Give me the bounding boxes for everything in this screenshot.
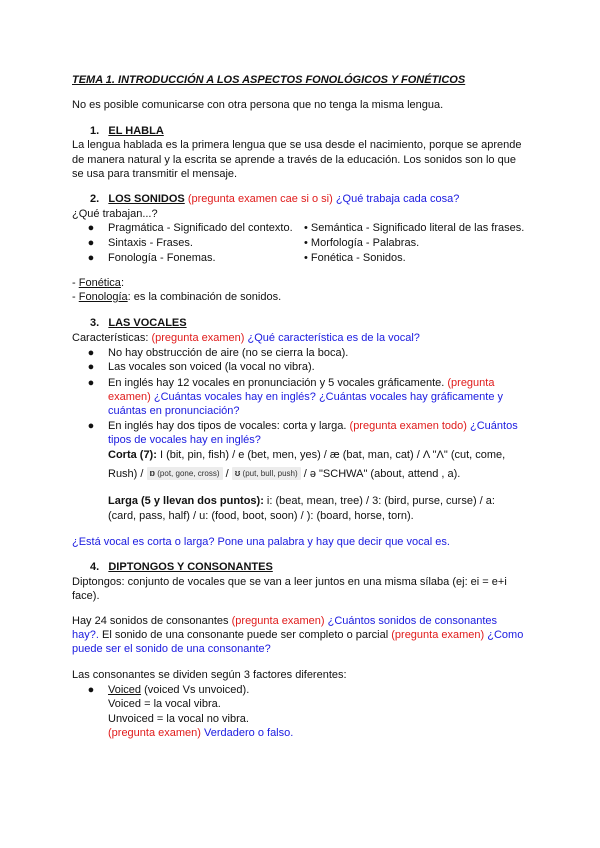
larga-label: Larga (5 y llevan dos puntos): <box>108 495 264 507</box>
colon: : <box>120 277 124 289</box>
section-2-question: ¿Qué trabajan...? <box>72 208 158 220</box>
exam-note: (pregunta examen) <box>108 727 201 739</box>
exam-note: (pregunta examen) <box>231 615 325 627</box>
voiced-term: Voiced <box>108 684 142 696</box>
voiced-line-2: Voiced = la vocal vibra. <box>108 698 221 710</box>
exam-question: Verdadero o falso. <box>204 727 294 739</box>
section-4-heading <box>90 560 273 574</box>
diptongos-line-1: Diptongos: conjunto de vocales que se van a leer juntos en una misma sílaba (ej: ei = e+i <box>72 576 507 588</box>
bullet-icon: ● <box>87 237 95 249</box>
larga-vowels: i: (beat, mean, tree) / 3: (bird, purse, curse) / a: <box>266 495 495 507</box>
separator: / <box>225 468 229 480</box>
exam-note: examen) <box>108 391 151 403</box>
list-item: Sintaxis - Frases. <box>108 237 193 249</box>
exam-question: hay?. <box>72 629 99 641</box>
exam-question: puede ser el sonido de una consonante? <box>72 643 271 655</box>
list-item: Las vocales son voiced (la vocal no vibra). <box>108 361 315 373</box>
bullet-icon: ● <box>87 222 95 234</box>
diptongos-line-2: face). <box>72 590 100 602</box>
voiced-line-4 <box>108 726 293 740</box>
vowel-chip <box>147 467 223 480</box>
intro-text: No es posible comunicarse con otra persona que no tenga la misma lengua. <box>72 99 444 111</box>
section-2-title: LOS SONIDOS <box>108 193 185 205</box>
exam-question: tipos de vocales hay en inglés? <box>108 434 261 446</box>
corta-vowels: Rush) / <box>108 468 144 480</box>
exam-question: ¿Como <box>487 629 524 641</box>
list-item: No hay obstrucción de aire (no se cierra la boca). <box>108 347 349 359</box>
list-item: • Morfología - Palabras. <box>304 237 420 249</box>
consonantes-line-1 <box>72 614 497 628</box>
exam-question: ¿Qué característica es de la vocal? <box>247 332 420 344</box>
exam-question: ¿Qué trabaja cada cosa? <box>335 193 460 205</box>
corta-line-2 <box>108 467 460 481</box>
list-item: • Semántica - Significado literal de las frases. <box>304 222 525 234</box>
exam-note: (pregunta examen) <box>391 629 485 641</box>
exam-question: cuántas en pronunciación? <box>108 405 240 417</box>
dash: - <box>72 277 79 289</box>
corta-label: Corta (7): <box>108 449 157 461</box>
list-item: Fonología - Fonemas. <box>108 252 216 264</box>
section-1-line-1: La lengua hablada es la primera lengua que se usa desde el nacimiento, porque se aprende <box>72 139 522 151</box>
caracteristicas-line <box>72 331 420 345</box>
exam-question: ¿Está vocal es corta o larga? Pone una palabra y hay que decir que vocal es. <box>72 536 450 548</box>
section-4-title: DIPTONGOS Y CONSONANTES <box>108 561 273 573</box>
bullet-icon: ● <box>87 377 95 389</box>
fonologia-line <box>72 290 281 304</box>
section-1-title: EL HABLA <box>108 125 164 137</box>
corta-line-1 <box>108 448 505 462</box>
bullet-icon: ● <box>87 420 95 432</box>
vowel-examples: (pot, gone, cross) <box>157 469 220 478</box>
section-1-line-3: se usa para transmitir el mensaje. <box>72 168 238 180</box>
bullet-icon: ● <box>87 361 95 373</box>
corta-vowels: / ə "SCHWA" (about, attend , a). <box>303 468 461 480</box>
voiced-line-3: Unvoiced = la vocal no vibra. <box>108 713 249 725</box>
fonetica-line <box>72 276 124 290</box>
list-item <box>108 419 518 433</box>
vowel-symbol: ʊ <box>234 468 241 478</box>
bullet-icon: ● <box>87 684 95 696</box>
fonologia-term: Fonología <box>78 291 128 303</box>
vowel-symbol: ɒ <box>149 468 156 478</box>
vowel-chip <box>232 467 301 480</box>
section-3-title: LAS VOCALES <box>108 317 187 329</box>
section-1-number: 1. <box>90 125 100 137</box>
consonantes-line-2 <box>72 628 523 642</box>
exam-question: ¿Cuántos sonidos de consonantes <box>327 615 498 627</box>
item-text: En inglés hay dos tipos de vocales: corta y larga. <box>108 420 347 432</box>
section-1-heading <box>90 124 164 138</box>
exam-question: ¿Cuántos <box>470 420 518 432</box>
bullet-icon: ● <box>87 347 95 359</box>
fonologia-definition: : es la combinación de sonidos. <box>127 291 282 303</box>
exam-question: ¿Cuántas vocales hay en inglés? ¿Cuántas vocales hay gráficamente y <box>153 391 503 403</box>
exam-note: (pregunta examen cae si o si) <box>187 193 333 205</box>
larga-line-2: (card, pass, half) / u: (food, boot, soon) / ): (board, horse, torn). <box>108 510 414 522</box>
list-item <box>108 376 494 390</box>
text: Hay 24 sonidos de consonantes <box>72 615 229 627</box>
exam-note: (pregunta <box>447 377 495 389</box>
voiced-text: (voiced Vs unvoiced). <box>144 684 250 696</box>
list-item <box>108 683 249 697</box>
larga-line-1 <box>108 494 495 508</box>
document-title: TEMA 1. INTRODUCCIÓN A LOS ASPECTOS FONOLÓGICOS Y FONÉTICOS <box>72 74 466 86</box>
caracteristicas-label: Características: <box>72 332 149 344</box>
corta-vowels: I (bit, pin, fish) / e (bet, men, yes) / æ (bat, man, cat) / Λ "Λ" (cut, come, <box>159 449 506 461</box>
section-2-heading <box>90 192 459 206</box>
text: El sonido de una consonante puede ser completo o parcial <box>101 629 389 641</box>
section-1-line-2: de manera natural y la escrita se aprende a través de la educación. Los sonidos son lo que <box>72 154 516 166</box>
list-item: Pragmática - Significado del contexto. <box>108 222 293 234</box>
section-4-number: 4. <box>90 561 100 573</box>
dash: - <box>72 291 79 303</box>
section-3-number: 3. <box>90 317 100 329</box>
fonetica-term: Fonética <box>78 277 121 289</box>
exam-note: (pregunta examen) <box>151 332 245 344</box>
item-text: En inglés hay 12 vocales en pronunciación y 5 vocales gráficamente. <box>108 377 445 389</box>
section-2-number: 2. <box>90 193 100 205</box>
list-item: • Fonética - Sonidos. <box>304 252 406 264</box>
section-3-heading <box>90 316 187 330</box>
factores-line: Las consonantes se dividen según 3 factores diferentes: <box>72 669 347 681</box>
exam-note: (pregunta examen todo) <box>349 420 467 432</box>
vowel-examples: (put, bull, push) <box>242 469 298 478</box>
bullet-icon: ● <box>87 252 95 264</box>
list-item-continuation <box>108 390 503 404</box>
